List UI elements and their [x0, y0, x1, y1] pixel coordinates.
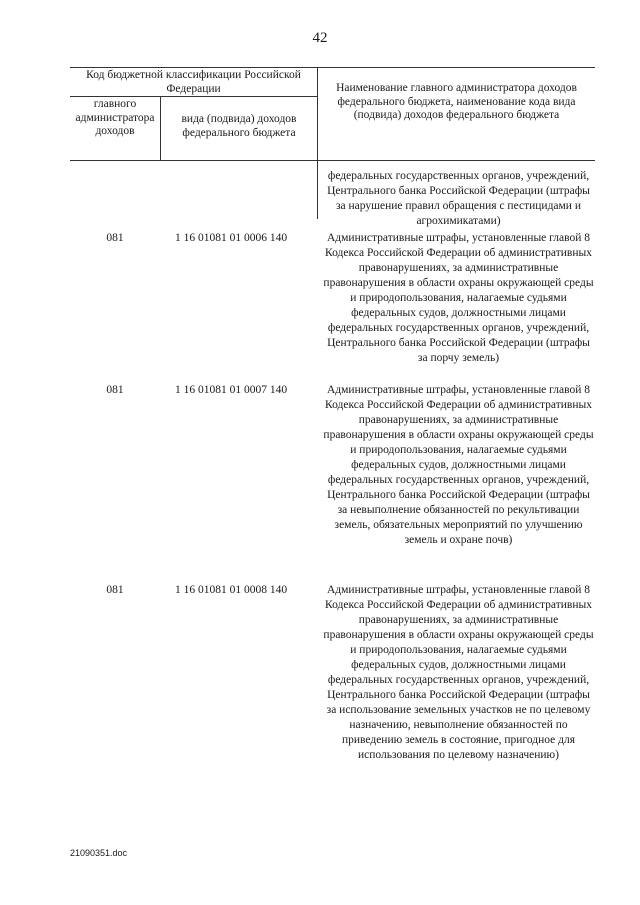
document-file-id: 21090351.doc — [70, 848, 128, 858]
budget-classification-table — [70, 67, 595, 831]
row-admin-code: 081 — [106, 584, 124, 596]
row-admin-code: 081 — [106, 384, 124, 396]
row-budget-code: 1 16 01081 01 0006 140 — [175, 232, 288, 244]
row-name: Административные штрафы, установленные главой 8 Кодекса Российской Федерации об административных правонарушениях, за административные правонарушения в области охраны окружающей среды и природопользования, налагаемые судьями федеральных судов, должностными лицами федеральных государственных органов, учреждений, Центрального банка Российской Федерации (штрафы за использование земельных участков не по целевому назначению, невыполнение обязанностей по приведению земель в состояние, пригодное для использования по целевому назначению) — [323, 584, 594, 761]
header-code-column: вида (подвида) доходов федерального бюджета — [181, 113, 297, 139]
row-budget-code: 1 16 01081 01 0008 140 — [175, 584, 288, 596]
row-name: Административные штрафы, установленные главой 8 Кодекса Российской Федерации об административных правонарушениях, за административные правонарушения в области охраны окружающей среды и природопользования, налагаемые судьями федеральных судов, должностными лицами федеральных государственных органов, учреждений, Центрального банка Российской Федерации (штрафы за невыполнение обязанностей по рекультивации земель, обязательных мероприятий по улучшению земель и охране почв) — [323, 384, 594, 546]
header-code-group: Код бюджетной классификации Российской Федерации — [86, 69, 301, 95]
row-admin-code: 081 — [106, 232, 124, 244]
header-admin-column: главного администратора доходов — [75, 98, 155, 137]
table-header — [70, 67, 595, 161]
row-budget-code: 1 16 01081 01 0007 140 — [175, 384, 288, 396]
header-name-column: Наименование главного администратора доходов федерального бюджета, наименование кода вида (подвида) доходов федерального бюджета — [336, 82, 577, 121]
row-name: федеральных государственных органов, учреждений, Центрального банка Российской Федерации (штрафы за нарушение правил обращения с пестицидами и агрохимикатами) — [327, 170, 590, 227]
row-name: Административные штрафы, установленные главой 8 Кодекса Российской Федерации об административных правонарушениях, за административные правонарушения в области охраны окружающей среды и природопользования, налагаемые судьями федеральных судов, должностными лицами федеральных государственных органов, учреждений, Центрального банка Российской Федерации (штрафы за порчу земель) — [323, 232, 594, 364]
table-body — [70, 161, 595, 831]
page-number: 42 — [312, 30, 328, 46]
